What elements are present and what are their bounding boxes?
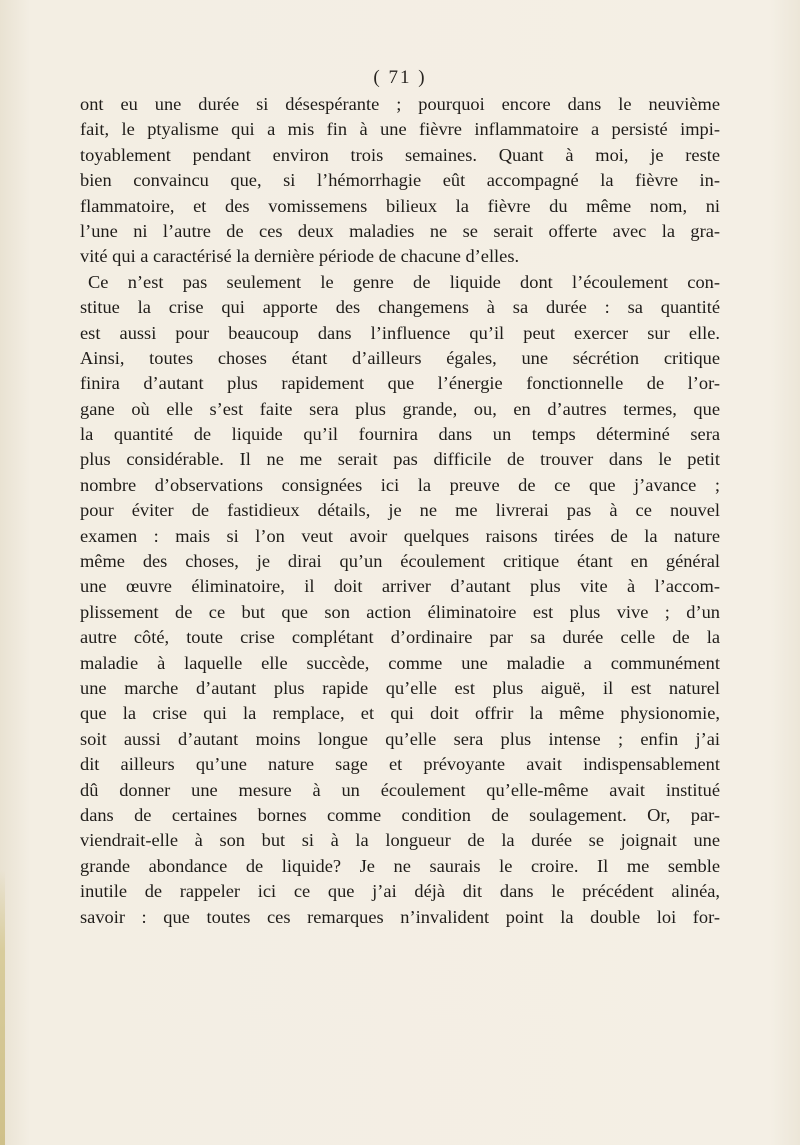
- text-line: gane où elle s’est faite sera plus grande, ou, en d’autres termes, que: [80, 398, 720, 419]
- text-line: l’une ni l’autre de ces deux maladies ne se serait offerte avec la gra-: [80, 220, 720, 241]
- text-line: viendrait-elle à son but si à la longueur de la durée se joignait une: [80, 830, 720, 851]
- text-line: pour éviter de fastidieux détails, je ne me livrerai pas à ce nouvel: [80, 500, 720, 521]
- text-line: une œuvre éliminatoire, il doit arriver d’autant plus vite à l’accom-: [80, 576, 720, 597]
- paragraph-start-line: Ce n’est pas seulement le genre de liquide dont l’écoulement con-: [88, 271, 720, 292]
- text-line: soit aussi d’autant moins longue qu’elle sera plus intense ; enfin j’ai: [80, 728, 720, 749]
- text-line: la quantité de liquide qu’il fournira dans un temps déterminé sera: [80, 424, 720, 445]
- text-line: vité qui a caractérisé la dernière période de chacune d’elles.: [80, 246, 520, 267]
- text-line: une marche d’autant plus rapide qu’elle est plus aiguë, il est naturel: [80, 677, 720, 698]
- text-line: même des choses, je dirai qu’un écoulement critique étant en général: [80, 551, 720, 572]
- text-line: finira d’autant plus rapidement que l’énergie fonctionnelle de l’or-: [80, 373, 720, 394]
- text-line: flammatoire, et des vomissemens bilieux la fièvre du même nom, ni: [80, 195, 720, 216]
- text-line: examen : mais si l’on veut avoir quelques raisons tirées de la nature: [80, 525, 720, 546]
- text-line: fait, le ptyalisme qui a mis fin à une fièvre inflammatoire a persisté impi-: [80, 119, 720, 140]
- page-number: ( 71 ): [373, 67, 427, 88]
- text-line: savoir : que toutes ces remarques n’invalident point la double loi for-: [80, 906, 720, 927]
- text-line: inutile de rappeler ici ce que j’ai déjà dit dans le précédent alinéa,: [80, 881, 720, 902]
- text-line: dans de certaines bornes comme condition de soulagement. Or, par-: [80, 804, 720, 825]
- text-line: plissement de ce but que son action éliminatoire est plus vive ; d’un: [80, 601, 720, 622]
- text-line: grande abondance de liquide? Je ne saurais le croire. Il me semble: [80, 855, 720, 876]
- text-line: dû donner une mesure à un écoulement qu’elle-même avait institué: [80, 779, 720, 800]
- text-line: nombre d’observations consignées ici la preuve de ce que j’avance ;: [80, 474, 720, 495]
- text-line: bien convaincu que, si l’hémorrhagie eût accompagné la fièvre in-: [80, 170, 720, 191]
- text-line: plus considérable. Il ne me serait pas difficile de trouver dans le petit: [80, 449, 720, 470]
- text-line: que la crise qui la remplace, et qui doit offrir la même physionomie,: [80, 703, 720, 724]
- text-line: stitue la crise qui apporte des changemens à sa durée : sa quantité: [80, 297, 720, 318]
- text-line: autre côté, toute crise complétant d’ordinaire par sa durée celle de la: [80, 627, 720, 648]
- body-text: [80, 92, 720, 930]
- text-line: toyablement pendant environ trois semaines. Quant à moi, je reste: [80, 144, 720, 165]
- text-line: Ainsi, toutes choses étant d’ailleurs égales, une sécrétion critique: [80, 347, 720, 368]
- page-edge-stain: [0, 870, 5, 1145]
- text-line: est aussi pour beaucoup dans l’influence qu’il peut exercer sur elle.: [80, 322, 720, 343]
- text-line: ont eu une durée si désespérante ; pourquoi encore dans le neuvième: [80, 94, 720, 114]
- text-line: maladie à laquelle elle succède, comme une maladie a communément: [80, 652, 720, 673]
- text-line: dit ailleurs qu’une nature sage et prévoyante avait indispensablement: [80, 754, 720, 775]
